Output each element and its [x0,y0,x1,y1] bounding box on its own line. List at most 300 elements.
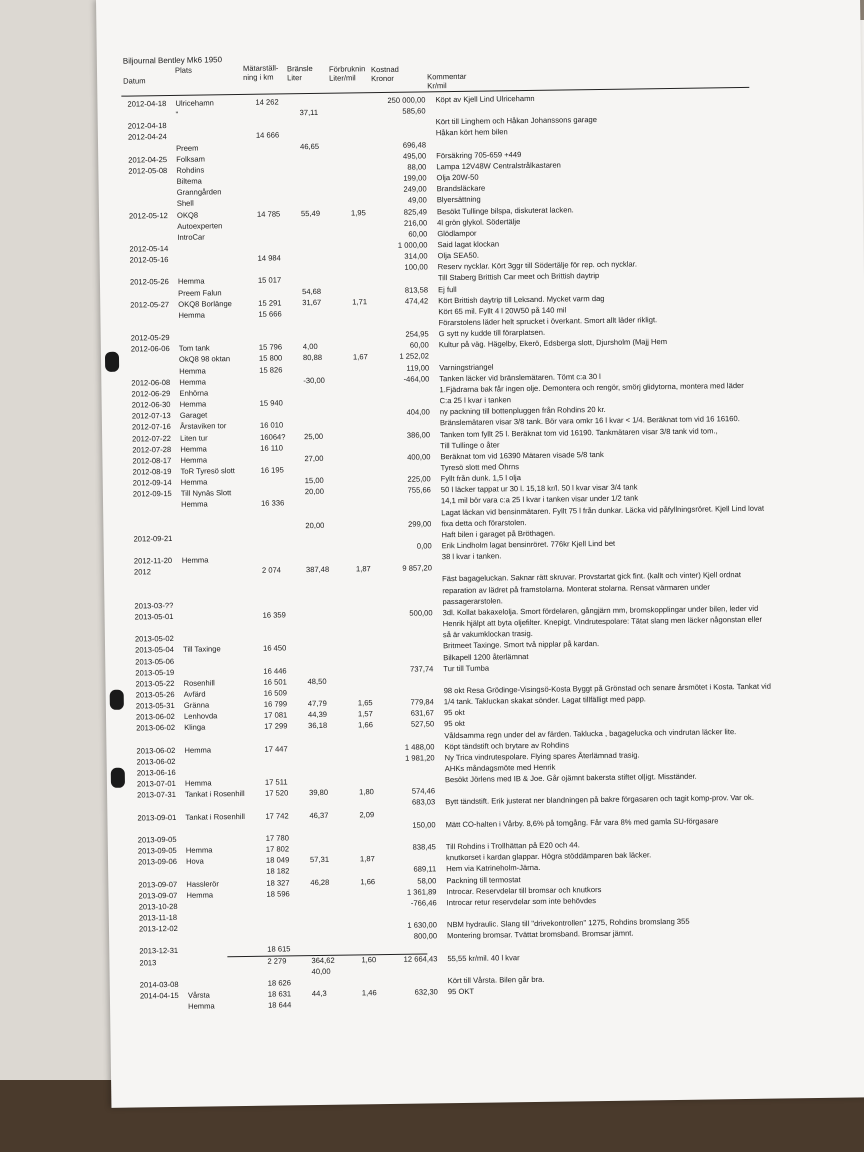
row-cost: 585,60 [402,106,426,116]
row-cost: 1 488,00 [404,742,435,752]
row-place: Autoexperten [177,220,223,231]
row-place: Hemma [187,1001,215,1011]
row-place: Till Nynäs Slott [180,488,232,499]
row-fuel: 37,11 [299,108,319,118]
row-cost: 696,48 [402,140,427,150]
row-cost: 632,30 [414,987,438,997]
row-comment: Köpt av Kjell Lind Ulricehamn [435,93,535,105]
row-date: 2012-05-26 [129,277,169,287]
row-odometer: 18 049 [265,855,290,865]
row-comment: Tanken läcker vid bränslemätaren. Tömt c:a 30 l [439,371,601,383]
row-odometer: 17 447 [264,744,288,754]
row-odometer: 15 291 [258,298,282,308]
row-place: Preem Falun [178,287,222,298]
row-place: Hemma [177,276,205,287]
row-cost: 12 664,43 [403,953,438,964]
row-place: Hemma [180,444,207,454]
row-place: Vårsta [187,990,210,1000]
row-date: 2013-06-02 [135,712,175,722]
row-fuel: 25,00 [304,431,324,441]
row-comment: Till Tullinge o åter [440,440,500,450]
row-cost: 386,00 [406,429,431,440]
row-comment: Kört 65 mil. Fyllt 4 l 20W50 på 140 mil [438,305,567,317]
document-title: Biljournal Bentley Mk6 1950 [122,55,223,66]
row-comment: NBM hydraulic. Slang till "drivekontrollen" 1275, Rohdins bromslang 355 [446,916,690,930]
row-consumption: 1,65 [357,698,373,708]
row-comment: Kultur på väg. Hägelby, Ekerö, Edsberga slott, Djursholm (Majj Hem [438,337,668,350]
row-cost: 150,00 [412,820,436,830]
row-cost: 314,00 [404,251,428,261]
row-date: 2013-05-01 [134,611,174,622]
row-comment: C:a 25 l kvar i tanken [439,395,512,406]
row-cost: 800,00 [413,931,438,941]
header-date: Datum [123,76,146,86]
row-odometer: 16 799 [263,699,288,709]
row-odometer: 2 074 [261,565,282,576]
row-date: 2013-05-22 [135,678,175,689]
row-fuel: 36,18 [308,721,328,731]
row-comment: Lagat läckan vid bensinmätaren. Fyllt 75 l från dunkar. Läcka vid påfyllningsröret. Kjell Lind lovat [441,503,765,517]
row-comment: Brandsläckare [436,183,486,194]
row-fuel: 20,00 [304,487,324,497]
row-date: 2012-04-18 [127,99,167,109]
row-place: OKQ8 [176,210,199,220]
row-fuel: 47,79 [307,698,327,709]
row-fuel: -30,00 [303,375,325,385]
row-comment: 55,55 kr/mil. 40 l kvar [447,952,520,963]
row-date: 2013-06-02 [136,756,176,767]
row-odometer: 16 195 [260,465,284,475]
row-comment: Fäst bagageluckan. Saknar rätt skruvar. Provstartat gick fint. (kallt och vinter) Kjell ordnat [442,570,741,584]
row-comment: Hem via Katrineholm-Järna. [446,863,541,874]
row-fuel: 57,31 [309,855,330,865]
row-odometer: 17 299 [264,721,288,732]
row-date: 2012-11-20 [133,556,173,566]
row-comment: så är vakumklockan trasig. [442,629,533,640]
row-odometer: 17 081 [263,710,288,720]
row-consumption: 1,66 [358,720,373,730]
row-date: 2013-07-01 [136,779,176,789]
row-place: Hasslerör [186,878,219,889]
row-place: OKQ8 Borlänge [178,298,232,309]
header-comment: Kommentar Kr/mil [427,71,467,91]
row-fuel: 4,00 [302,342,318,352]
row-fuel: 31,67 [302,297,322,307]
row-consumption: 1,60 [361,954,377,964]
row-date: 2012-07-13 [131,411,171,421]
row-odometer: 18 327 [266,877,290,888]
row-odometer: 17 511 [264,777,288,787]
row-fuel: 40,00 [311,966,331,976]
row-date: 2012-09-14 [132,478,172,488]
row-place: Hemma [178,310,206,320]
row-date: 2013-12-31 [139,946,179,956]
row-comment: ny packning till bottenpluggen från Rohdins 20 kr. [439,405,606,417]
row-comment: Bytt tändstift. Erik justerat ner blandningen på bakre förgasaren och tagit komp-prov. Var ok. [445,793,754,807]
row-fuel: 80,88 [302,353,323,363]
row-place: Hemma [180,455,208,465]
row-comment: G sytt ny kudde till förarplatsen. [438,327,546,339]
row-comment: Till Staberg Brittish Car meet och Brittish daytrip [437,271,600,283]
row-place: Biltema [176,176,202,186]
row-place: Hemma [179,377,206,387]
row-comment: reparation av lädret på framstolarna. Monterat stolarna. Rensat värmaren under [442,582,710,595]
row-consumption: 1,66 [360,876,376,886]
row-place: Hemma [180,477,208,487]
row-date: 2012-05-12 [128,210,168,221]
row-place: Hemma [185,845,213,855]
row-fuel: 15,00 [304,475,324,486]
row-comment: Mätt CO-halten i Vårby. 8,6% på tomgång. Får vara 8% med gamla SU-förgasare [445,816,719,829]
row-comment: Glödlampor [437,228,477,239]
row-place: Granngården [176,187,222,198]
row-comment: Montering bromsar. Tvättat bromsband. Bromsar jämnt. [447,928,634,941]
row-date: 2013-07-31 [137,790,177,800]
row-date: 2013-05-04 [135,645,175,655]
header-odometer: Mätarställ- ning i km [242,63,279,82]
row-place: IntroCar [177,232,205,242]
row-place: Hemma [186,890,214,900]
row-place: Liten tur [180,432,208,443]
row-place: Hemma [184,745,212,755]
row-comment: Förarstolens läder helt sprucket i överkant. Smort allt läder rikligt. [438,315,658,328]
row-fuel: 46,28 [310,877,330,887]
row-date: 2012-07-28 [132,444,172,455]
row-date: 2013-06-16 [136,767,176,778]
row-cost: 825,49 [403,206,428,217]
row-cost: 779,84 [410,697,434,707]
row-date: 2013-09-06 [137,857,177,867]
row-place: Rosenhill [183,678,215,688]
row-comment: Tyresö slott med Öhrns [440,462,520,473]
row-comment: Lampa 12V48W Centralstrålkastaren [436,160,561,172]
row-date: 2014-04-15 [139,990,179,1001]
row-odometer: 16 359 [262,610,286,620]
row-cost: 249,00 [403,184,427,194]
row-fuel: 27,00 [304,453,324,463]
row-comment: 4l grön glykol. Södertälje [437,216,521,227]
row-comment: Said lagat klockan [437,239,500,250]
row-cost: 60,00 [409,340,429,350]
row-odometer: 15 796 [258,342,283,353]
row-cost: 527,50 [410,719,435,730]
row-cost: -766,46 [410,898,437,908]
row-comment: Beräknat tom vid 16390 Mätaren visade 5/8 tank [440,449,604,462]
row-cost: 838,45 [412,842,436,852]
row-comment: 38 l kvar i tanken. [441,551,502,562]
row-cost: 1 981,20 [404,753,435,763]
row-date: 2013-05-19 [135,667,175,678]
row-odometer: 17 520 [265,788,289,799]
row-place: Hemma [181,555,209,565]
row-cost: 755,66 [407,485,431,495]
row-odometer: 16 450 [263,643,287,654]
row-odometer: 16 110 [260,443,284,453]
row-fuel: 55,49 [300,208,321,218]
row-odometer: 14 984 [257,253,281,263]
row-comment: knutkorset i kardan glappar. Högra stöddämparen bak läcker. [445,850,652,863]
row-odometer: 18 626 [267,978,292,988]
row-cost: 1 361,89 [406,886,437,897]
row-comment: 14,1 mil bör vara c:a 25 l kvar i tanken visar under 1/2 tank [440,493,639,506]
row-odometer: 17 780 [265,833,290,843]
row-comment: Till Rohdins i Trollhättan på E20 och 44. [445,840,580,852]
row-comment: Bränslemätaren visar 3/8 tank. Bör vara omkr 16 l kvar < 1/4. Beräknat tom vid 16 16160. [439,414,740,428]
row-comment: Kört till Linghem och Håkan Johanssons garage [435,115,598,127]
logbook-document [96,0,864,1108]
row-consumption: 1,57 [357,709,373,719]
row-place: Hova [185,856,204,867]
row-comment: Våldsamma regn under del av färden. Taklucka , bagagelucka och vindrutan läcker lite. [444,726,737,740]
row-cost: 474,42 [404,296,429,306]
row-cost: 400,00 [407,452,431,462]
row-odometer: 16 501 [263,677,287,687]
row-comment: passagerarstolen. [442,596,503,606]
row-cost: 574,46 [411,786,436,796]
row-date: 2012-05-27 [130,299,170,310]
row-place: Till Taxinge [183,644,221,655]
row-cost: 250 000,00 [387,95,426,105]
row-odometer: 15 826 [259,365,283,375]
row-place: Klinga [184,722,206,733]
row-date: 2013-09-05 [137,834,177,845]
row-comment: AHKs måndagsmöte med Henrik [444,762,556,774]
row-place: Tom tank [178,343,210,354]
row-odometer: 16064? [260,431,286,442]
row-fuel: 48,50 [307,676,327,686]
logbook-page [96,0,864,1108]
row-comment: Reserv nycklar. Kört 3ggr till Södertälje för rep. och nycklar. [437,259,638,272]
row-place: Ulricehamn [175,98,214,108]
row-odometer: 16 010 [259,420,284,431]
row-comment: Introcar. Reservdelar till bromsar och knutkors [446,884,602,896]
row-odometer: 16 336 [260,498,285,509]
row-date: 2013-12-02 [138,924,178,934]
row-odometer: 15 666 [258,309,282,319]
row-comment: Erik Lindholm lagat bensinröret. 776kr Kjell Lind bet [441,538,616,551]
row-comment: Olja SEA50. [437,250,480,261]
row-place: Preem [176,143,199,153]
row-place: Garaget [179,410,208,421]
row-date: 2014-03-08 [139,979,179,990]
row-cost: 737,74 [410,663,434,674]
row-date: 2012-06-08 [131,377,171,388]
row-odometer: 16 509 [263,688,287,698]
row-cost: 119,00 [406,362,430,373]
row-date: 2012-04-25 [128,154,168,165]
row-date: 2012-06-29 [131,388,171,399]
row-place: Shell [176,198,194,209]
row-cost: 254,95 [405,329,429,339]
row-comment: Tanken tom fyllt 25 l. Beräknat tom vid 16190. Tankmätaren visar 3/8 tank vid tom., [440,425,718,439]
row-date: 2013-05-26 [135,689,175,700]
row-odometer: 18 631 [267,989,292,999]
row-consumption: 1,87 [355,564,371,574]
row-consumption: 1,87 [359,854,375,864]
row-cost: 9 857,20 [402,563,433,574]
row-place: Folksam [176,154,205,164]
row-odometer: 16 446 [263,666,287,676]
row-odometer: 14 666 [255,130,280,141]
row-date: 2013-05-02 [134,634,174,644]
row-consumption: 1,80 [359,787,374,797]
row-place: Lenhovda [183,711,218,722]
row-consumption: 1,71 [352,296,368,307]
row-comment: Haft bilen i garaget på Bröthagen. [441,528,556,540]
row-odometer: 15 940 [259,398,283,408]
row-comment: Besökt Jörlens med IB & Joe. Går ojämnt bakersta stiftet ol|igt. Misständer. [444,771,697,785]
row-place: Enhörna [179,388,209,398]
row-comment: Blyersättning [436,194,481,205]
row-cost: 60,00 [408,229,428,239]
row-odometer: 15 017 [257,275,282,286]
row-cost: 100,00 [404,262,428,272]
row-place: Tankat i Rosenhill [185,811,245,822]
row-fuel: 46,37 [309,810,329,820]
row-cost: 500,00 [409,608,433,618]
row-comment: 95 okt [444,719,465,729]
row-date: 2013-05-06 [135,656,175,667]
row-comment: Fyllt från dunk. 1,5 l olja [440,473,521,484]
row-place: Tankat i Rosenhill [185,789,245,800]
row-date: 2013-10-28 [138,901,178,912]
row-place: " [175,110,179,120]
row-place: Hemma [184,778,212,788]
row-cost: 404,00 [406,407,430,417]
row-date: 2012-05-14 [129,243,169,254]
row-date: 2013-09-07 [138,890,178,901]
row-comment: Olja 20W-50 [436,172,479,183]
row-cost: 49,00 [407,195,427,206]
row-comment: 98 okt Resa Grödinge-Visingsö-Kosta Byggt på Grönstad och senare årsmötet i Kosta. Tankat vid [443,681,771,696]
row-date: 2013-05-31 [135,701,175,711]
row-fuel: 44,3 [311,988,327,999]
row-place: Hemma [179,399,207,409]
row-odometer: 17 802 [265,844,290,854]
row-place: Gränna [183,700,210,710]
row-date: 2012-04-18 [127,121,167,131]
row-cost: 88,00 [407,162,427,172]
row-place: Årstaviken tor [179,421,227,432]
row-place: Hemma [179,366,206,376]
row-odometer: 14 262 [255,97,279,107]
row-comment: Besökt Tullinge bilspa, diskuterat lacken. [436,204,574,216]
row-comment: 95 okt [443,708,465,718]
row-date: 2013-06-02 [136,723,176,733]
row-odometer: 18 596 [266,889,290,899]
row-date: 2013-03-?? [134,600,174,611]
row-comment: Kört Brittish daytrip till Leksand. Mycket varm dag [438,293,605,305]
row-fuel: 44,39 [307,710,328,720]
row-date: 2012-07-22 [132,433,172,444]
row-consumption: 1,67 [352,352,368,362]
row-comment: fixa detta och förarstolen. [441,517,527,528]
row-fuel: 54,68 [302,286,322,296]
row-comment: 3dl. Kollat bakaxelolja. Smort fördelaren, gångjärn mm, bromskopplingar under bilen, leder vid [442,603,759,618]
row-fuel: 364,62 [311,955,335,965]
row-fuel: 39,80 [309,788,329,798]
row-comment: Håkan kört hem bilen [435,127,508,138]
row-date: 2013 [139,957,157,968]
header-fuel: Bränsle Liter [286,63,313,83]
row-cost: 1 252,02 [399,351,430,362]
row-date: 2012-06-30 [131,400,171,410]
row-date: 2012-04-24 [127,132,167,143]
row-comment: 1/4 tank. Takluckan skakat sönder. Lagat tillfälligt med papp. [443,694,646,707]
row-cost: 495,00 [402,151,427,161]
row-comment: Introcar retur reservdelar som inte behövdes [446,895,597,907]
row-comment: Tur till Tumba [443,663,490,673]
row-comment: 1.Fjädrarna bak får ingen olje. Demontera och rengör, smörj glidytorna, montera med läder [439,380,744,395]
row-date: 2013-11-18 [138,912,178,923]
row-comment: Varningstriangel [439,362,494,372]
row-date: 2013-09-05 [137,846,177,856]
row-place: OkQ8 98 oktan [178,354,231,365]
row-date: 2012 [133,567,151,577]
row-fuel: 387,48 [305,565,330,575]
row-cost: 1 000,00 [397,240,428,250]
header-consumption: Förbruknin Liter/mil [328,64,366,83]
row-comment: Ny Trica vindrutespolare. Flying spares Återlämnad trasig. [444,750,640,763]
row-date: 2012-05-16 [129,255,169,265]
row-odometer: 17 742 [265,810,289,821]
row-cost: 683,03 [411,797,436,808]
row-fuel: 46,65 [299,141,320,151]
row-place: ToR Tyresö slott [180,466,235,476]
row-fuel: 20,00 [305,520,325,530]
row-odometer: 18 615 [267,944,291,955]
row-date: 2012-07-16 [131,422,171,432]
row-comment: Ej full [438,284,457,294]
row-consumption: 1,46 [361,988,377,998]
row-date: 2012-05-29 [130,333,170,343]
row-date: 2013-09-01 [137,812,177,823]
row-odometer: 2 279 [267,955,287,966]
row-date: 2012-08-19 [132,466,172,477]
row-comment: Bilkapell 1200 återlämnat [443,651,529,662]
row-consumption: 2,09 [359,809,375,819]
row-cost: 58,00 [417,875,437,886]
row-cost: 199,00 [403,173,427,183]
header-cost: Kostnad Kronor [370,64,399,84]
row-date: 2012-09-15 [132,489,172,499]
row-cost: 813,58 [404,284,429,295]
row-odometer: 18 182 [266,866,290,877]
row-date: 2012-08-17 [132,455,172,466]
row-cost: 0,00 [416,541,432,551]
row-odometer: 14 785 [256,208,281,219]
row-comment: Försäkring 705-659 +449 [436,149,522,161]
row-comment: Kört till Vårsta. Bilen går bra. [447,974,545,986]
row-cost: 299,00 [408,519,432,529]
row-date: 2012-06-06 [130,344,170,354]
row-comment: 50 l läcker tappat ur 30 l. 15,18 kr/l. 50 l kvar visar 3/4 tank [440,482,638,495]
row-comment: Köpt tändstift och brytare av Rohdins [444,740,570,751]
row-date: 2013-09-07 [138,879,178,889]
row-date: 2012-09-21 [133,533,173,544]
row-comment: Britmeet Taxinge. Smort två nipplar på kardan. [442,639,600,651]
row-date: 2012-05-08 [128,165,168,176]
row-cost: 216,00 [403,218,428,228]
row-place: Avfärd [183,689,206,699]
row-comment: Henrik hjälpt att byta oljefilter. Knepigt. Vindrutespolare: Tätat slang men läcker någonstan eller [442,614,763,629]
row-place: Rohdins [176,165,205,175]
row-date: 2013-06-02 [136,745,176,756]
row-odometer: 18 644 [267,1000,292,1010]
row-comment: Packning till termostat [446,874,521,885]
row-comment: 95 OKT [447,986,475,997]
row-odometer: 15 800 [258,353,283,364]
